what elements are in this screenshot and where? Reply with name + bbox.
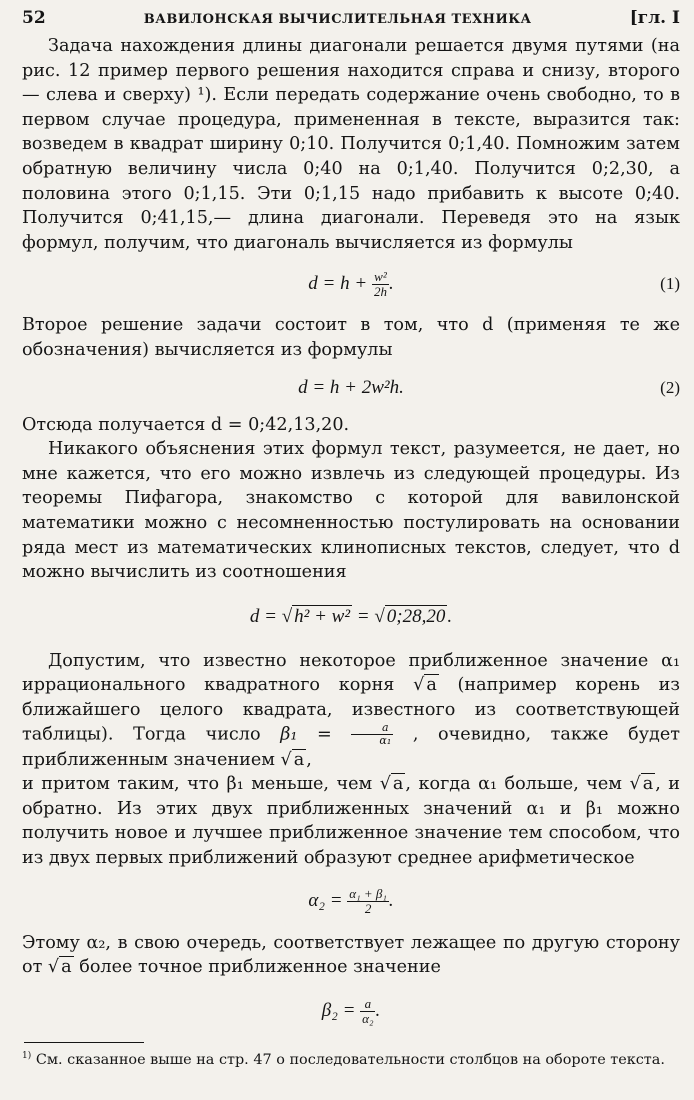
formula-5: β₂ = $\frac{a}{\text{α₂}}$ . xyxy=(321,995,381,1026)
sqrt-a-1: a xyxy=(426,675,437,696)
formula-5-numerator: a xyxy=(364,995,372,1011)
paragraph-7-part-b: более точное приближенное значение xyxy=(79,957,441,978)
formula-2 xyxy=(22,363,680,413)
formula-1-fraction xyxy=(372,270,389,299)
formula-4-numerator: α₁ + β₁ xyxy=(349,885,387,901)
formula-3-mid: = √ xyxy=(356,605,385,627)
formula-4-fraction xyxy=(347,887,389,916)
formula-4: α₂ = $\frac{\text{α₁ + β₁}}{2}$ . xyxy=(308,885,394,916)
sqrt-a-5: a xyxy=(61,957,72,978)
paragraph-7-part-a: Этому α₂, в свою очередь, соответствует лежащее по другую сторону от xyxy=(22,932,680,978)
equation-number-2: (2) xyxy=(660,377,680,397)
running-header xyxy=(22,8,680,34)
paragraph-2: Второе решение задачи состоит в том, что d (применяя те же обозначения) вычисляется из формулы xyxy=(22,315,680,360)
page-number: 52 xyxy=(22,8,46,28)
formula-4-denominator: 2 xyxy=(347,901,389,916)
beta1-numerator: a xyxy=(382,721,389,735)
sqrt-a-2: a xyxy=(293,749,305,770)
beta1-left: β₁ = xyxy=(280,724,332,745)
footnote xyxy=(22,1047,680,1070)
paragraph-3: Отсюда получается d = 0;42,13,20. xyxy=(22,414,350,435)
beta1-fraction xyxy=(351,722,393,747)
paragraph-5: Допустим, что известно некоторое приближенное значение α₁ иррационального квадратного корня √ a (например корень из ближайшего целого квадрата, известного из соответствующей таблицы). Тогда число β₁ = $\frac{a}{\text{α₁}}$ , очевидно, также будет приближенным значением √ a , xyxy=(22,650,681,770)
formula-3-radicand: h² + w² xyxy=(294,605,351,627)
formula-1-left: d = h + xyxy=(308,273,368,295)
formula-3: d = √ h² + w² = √ 0;28,20 . xyxy=(249,605,453,627)
paragraph-5-part-c: , очевидно, также будет приближенным значением xyxy=(22,724,681,770)
beta1-denominator: α₁ xyxy=(351,734,393,747)
paragraph-1: Задача нахождения длины диагонали решается двумя путями (на рис. 12 пример первого решения находится справа и снизу, второго — слева и сверху) ¹). Если передать содержание очень свободно, то в первом случае процедура, примененная в тексте, выразится так: возведем в квадрат ширину 0;10. Получится 0;1,40. Помножим затем обратную величину числа 0;40 на 0;1,40. Получится 0;2,30, а половина этого 0;1,15. Эти 0;1,15 надо прибавить к высоте 0;40. Получится 0;41,15,— длина диагонали. Переведя это на язык формул, получим, что диагональ вычисляется из формулы xyxy=(22,36,680,253)
paragraph-6: и притом таким, что β₁ меньше, чем √ a , когда α₁ больше, чем √ a , и обратно. Из этих двух приближенных значений α₁ и β₁ можно получить новое и лучшее приближенное значение тем способом, что из двух первых приближений образуют среднее арифметическое xyxy=(22,774,680,868)
paragraph-5-part-a: Допустим, что известно некоторое приближенное значение α₁ иррационального квадратного корня xyxy=(22,650,680,696)
footnote-text: См. сказанное выше на стр. 47 о последовательности столбцов на обороте текста. xyxy=(35,1051,665,1068)
formula-2-body: d = h + 2w²h. xyxy=(298,376,404,398)
formula-3-radicand-2: 0;28,20 xyxy=(386,605,446,627)
formula-1-numerator: w² xyxy=(374,269,387,285)
sqrt-a-3: a xyxy=(392,774,404,795)
paragraph-7: Этому α₂, в свою очередь, соответствует лежащее по другую сторону от √ a более точное приближенное значение xyxy=(22,932,680,978)
running-title: ВАВИЛОНСКАЯ ВЫЧИСЛИТЕЛЬНАЯ ТЕХНИКА xyxy=(143,12,532,27)
formula-1: d = h + $\frac{\text{w²}}{2h}$ . (1) xyxy=(22,255,680,313)
formula-5-denominator: α₂ xyxy=(362,1010,374,1026)
formula-3-left: d = √ xyxy=(249,605,293,627)
paragraph-6-part-b: , когда α₁ больше, чем xyxy=(405,774,622,795)
formula-5-left: β₂ = xyxy=(321,999,356,1021)
paragraph-6-part-c: , и обратно. Из этих двух приближенных значений α₁ и β₁ можно получить новое и лучшее приближенное значение тем способом, что из двух первых приближений образуют среднее арифметическое xyxy=(22,774,680,868)
footnote-mark: 1) xyxy=(22,1050,32,1061)
paragraph-5-part-b: (например корень из ближайшего целого квадрата, известного из соответствующей таблицы). Тогда число xyxy=(22,675,681,745)
formula-5-fraction xyxy=(360,997,375,1026)
footnote-rule xyxy=(24,1042,144,1043)
formula-4-left: α₂ = xyxy=(308,889,343,911)
paragraph-4: Никакого объяснения этих формул текст, разумеется, не дает, но мне кажется, что его можно извлечь из следующей процедуры. Из теоремы Пифагора, знакомство с которой для вавилонской математики можно с несомненностью постулировать на основании ряда мест из математических клинописных текстов, следует, что d можно вычислить из соотношения xyxy=(22,439,680,583)
chapter-marker: [гл. I xyxy=(629,8,680,28)
formula-1-denominator: 2h xyxy=(373,284,387,300)
sqrt-a-4: a xyxy=(642,774,654,795)
equation-number-1: (1) xyxy=(660,274,680,294)
paragraph-6-part-a: и притом таким, что β₁ меньше, чем xyxy=(22,774,373,795)
